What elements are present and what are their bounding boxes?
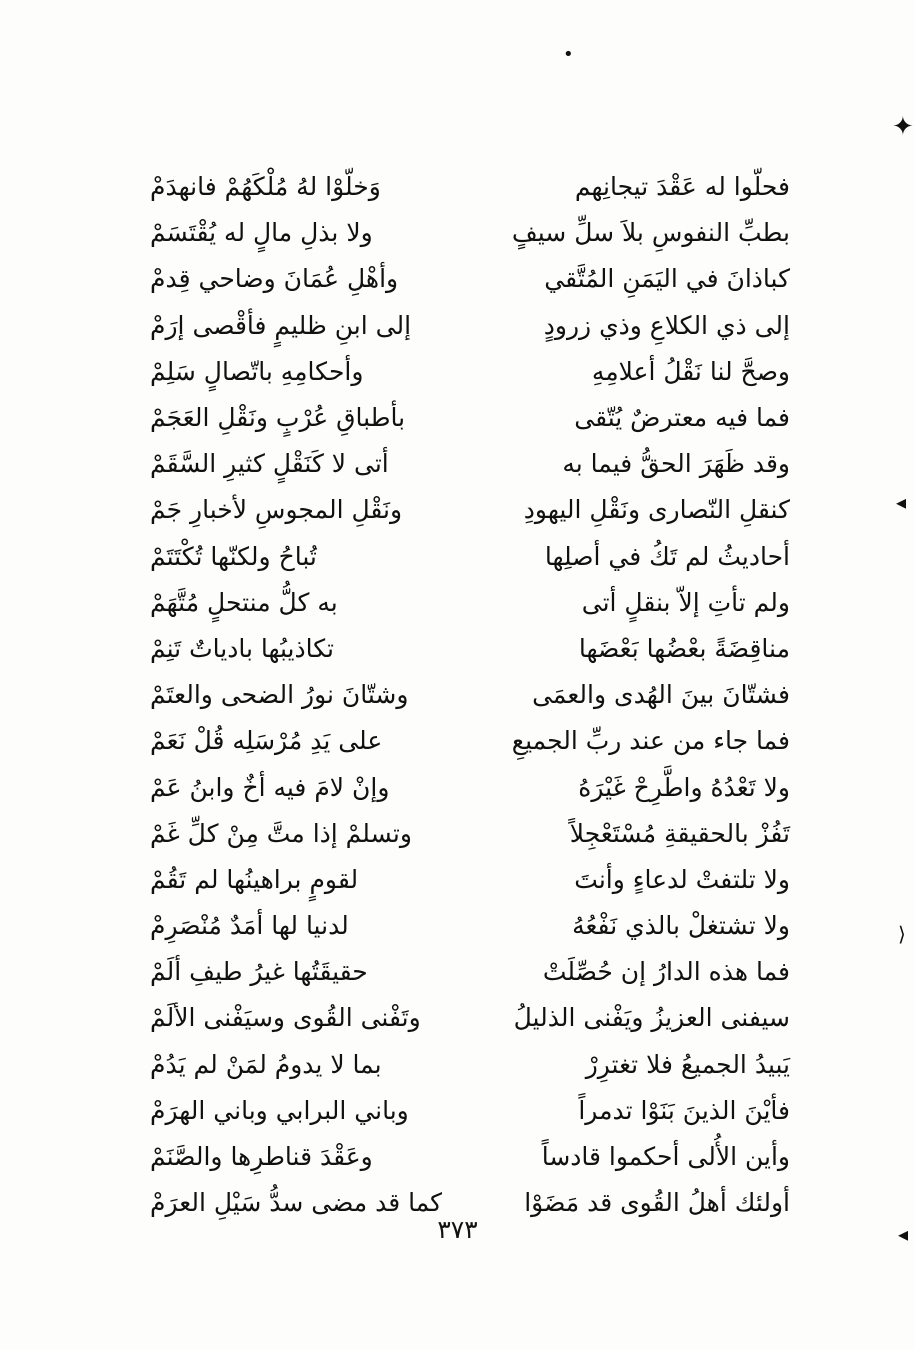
first-hemistich: فما جاء من عند ربِّ الجميعِ xyxy=(511,726,790,756)
verse-line xyxy=(150,764,790,810)
first-hemistich: إلى ذي الكلاعِ وذي زرودٍ xyxy=(543,310,790,340)
first-hemistich: يَبيدُ الجميعُ فلا تغترِرْ xyxy=(585,1049,790,1079)
second-hemistich: وَخلّوْا لهُ مُلْكَهُمْ فانهدَمْ xyxy=(150,172,381,202)
first-hemistich: فشتّانَ بينَ الهُدى والعمَى xyxy=(532,680,790,710)
second-hemistich: على يَدِ مُرْسَلِه قُلْ نَعَمْ xyxy=(150,726,383,756)
first-hemistich: مناقِضَةً بعْضُها بَعْضَها xyxy=(578,633,790,663)
verse-line xyxy=(150,949,790,995)
first-hemistich: كنقلِ النّصارى ونَقْلِ اليهودِ xyxy=(523,495,790,525)
first-hemistich: فأيْنَ الذينَ بَنَوْا تدمراً xyxy=(578,1095,790,1125)
second-hemistich: كما قد مضى سدُّ سَيْلِ العرَمْ xyxy=(150,1188,443,1218)
second-hemistich: وإنْ لامَ فيه أخٌ وابنُ عَمْ xyxy=(150,772,390,802)
second-hemistich: وباني البرابي وباني الهرَمْ xyxy=(150,1095,409,1125)
second-hemistich: وتسلمْ إذا متَّ مِنْ كلِّ غَمْ xyxy=(150,818,412,848)
verse-line xyxy=(150,210,790,256)
second-hemistich: إلى ابنِ ظليمٍ فأقْصى إرَمْ xyxy=(150,310,412,340)
verse-line xyxy=(150,534,790,580)
verse-line xyxy=(150,1134,790,1180)
first-hemistich: ولا تشتغلْ بالذي نَفْعُهُ xyxy=(572,911,790,941)
second-hemistich: تكاذيبُها بادياتٌ تَنِمْ xyxy=(150,633,335,663)
second-hemistich: وشتّانَ نورُ الضحى والعتَمْ xyxy=(150,680,409,710)
first-hemistich: ولم تأتِ إلاّ بنقلٍ أتى xyxy=(581,587,790,617)
first-hemistich: بطبِّ النفوسِ بلاَ سلِّ سيفٍ xyxy=(511,218,790,248)
margin-mark-icon: ◂ xyxy=(896,490,907,514)
poem-body xyxy=(150,164,790,1226)
first-hemistich: وقد ظَهَرَ الحقُّ فيما به xyxy=(562,449,790,479)
page-number: ٣٧٣ xyxy=(437,1215,478,1244)
first-hemistich: كباذانَ في اليَمَنِ المُتَّقي xyxy=(544,264,790,294)
second-hemistich: حقيقَتُها غيرُ طيفِ ألَمْ xyxy=(150,957,368,987)
first-hemistich: فحلّوا له عَقْدَ تيجانِهم xyxy=(574,172,790,202)
second-hemistich: وتَفْنى القُوى وسيَفْنى الألَمْ xyxy=(150,1003,421,1033)
verse-line xyxy=(150,164,790,210)
first-hemistich: تَفُزْ بالحقيقةِ مُسْتَعْجِلاً xyxy=(569,818,790,848)
verse-line xyxy=(150,349,790,395)
margin-mark-icon: ◂ xyxy=(898,1222,909,1246)
verse-line xyxy=(150,903,790,949)
verse-line xyxy=(150,395,790,441)
first-hemistich: فما هذه الدارُ إن حُصِّلَتْ xyxy=(542,957,790,987)
star-ornament-icon: ✦ xyxy=(892,112,914,142)
verse-line xyxy=(150,995,790,1041)
verse-line xyxy=(150,441,790,487)
verse-line xyxy=(150,857,790,903)
first-hemistich: أحاديثُ لم تَكُ في أصلِها xyxy=(544,541,790,571)
second-hemistich: وعَقْدَ قناطرِها والصَّنَمْ xyxy=(150,1142,373,1172)
second-hemistich: أتى لا كَنَقْلٍ كثيرِ السَّقَمْ xyxy=(150,449,389,479)
first-hemistich: ولا تلتفتْ لدعاءٍ وأنتَ xyxy=(574,864,790,894)
second-hemistich: وأحكامِهِ باتّصالٍ سَلِمْ xyxy=(150,356,364,386)
verse-line xyxy=(150,1088,790,1134)
second-hemistich: بما لا يدومُ لمَنْ لم يَدُمْ xyxy=(150,1049,382,1079)
verse-line xyxy=(150,256,790,302)
second-hemistich: ولا بذلِ مالٍ له يُقْتَسَمْ xyxy=(150,218,373,248)
second-hemistich: لدنيا لها أمَدٌ مُنْصَرِمْ xyxy=(150,911,349,941)
first-hemistich: فما فيه معترضٌ يُتّقى xyxy=(574,403,790,433)
second-hemistich: ونَقْلِ المجوسِ لأخبارِ جَمْ xyxy=(150,495,403,525)
first-hemistich: وصحَّ لنا نَقْلُ أعلامِهِ xyxy=(591,356,790,386)
verse-line xyxy=(150,672,790,718)
second-hemistich: لقومٍ براهينُها لم تَقُمْ xyxy=(150,864,359,894)
second-hemistich: تُباحُ ولكنّها تُكْتَتَمْ xyxy=(150,541,317,571)
verse-line xyxy=(150,303,790,349)
first-hemistich: سيفنى العزيزُ ويَفْنى الذليلُ xyxy=(513,1003,790,1033)
second-hemistich: بأطباقِ عُرْبٍ ونَقْلِ العَجَمْ xyxy=(150,403,406,433)
verse-line xyxy=(150,811,790,857)
second-hemistich: به كلُّ منتحلٍ مُتَّهَمْ xyxy=(150,587,338,617)
ornament-dot: • xyxy=(563,44,574,65)
verse-line xyxy=(150,626,790,672)
verse-line xyxy=(150,718,790,764)
verse-line xyxy=(150,487,790,533)
first-hemistich: وأين الأُلى أحكموا قادساً xyxy=(541,1142,790,1172)
verse-line xyxy=(150,1042,790,1088)
second-hemistich: وأهْلِ عُمَانَ وضاحي قِدمْ xyxy=(150,264,399,294)
margin-mark-icon: ⟩ xyxy=(898,922,906,946)
first-hemistich: أولئك أهلُ القُوى قد مَضَوْا xyxy=(524,1188,790,1218)
verse-line xyxy=(150,580,790,626)
first-hemistich: ولا تَعْدُهُ واطَّرِحْ غَيْرَهُ xyxy=(578,772,790,802)
